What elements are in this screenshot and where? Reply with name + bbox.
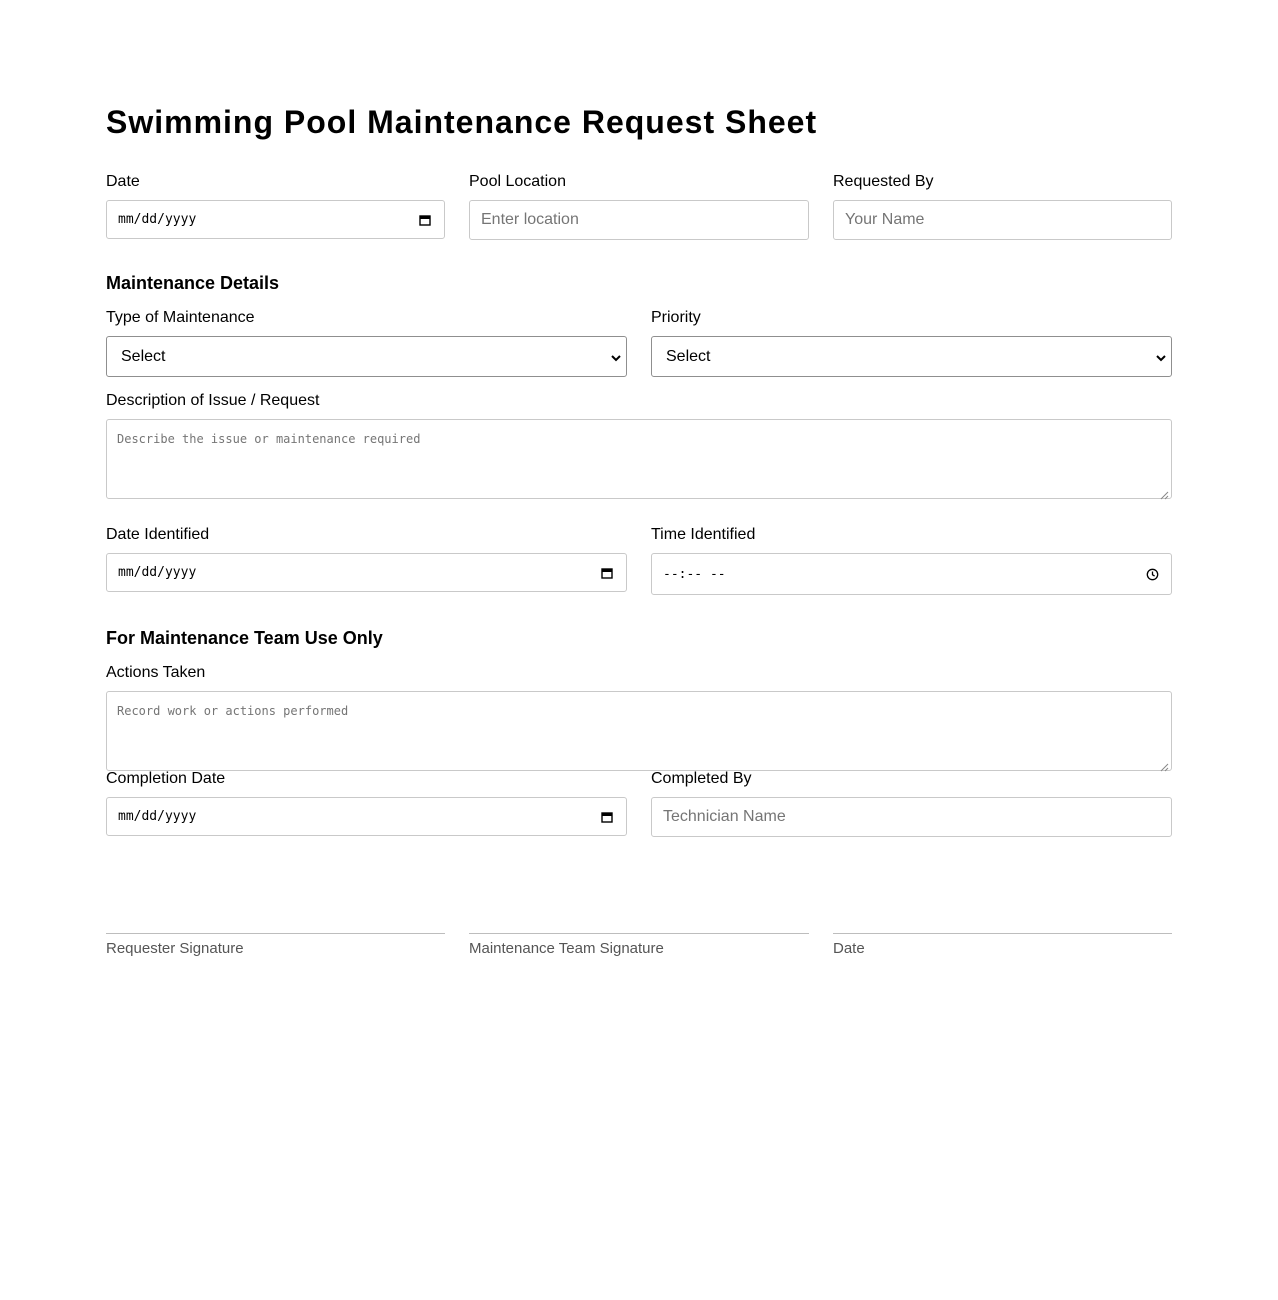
priority-select[interactable]	[651, 336, 1172, 377]
description-label: Description of Issue / Request	[106, 392, 320, 409]
signature-date-line	[833, 933, 1172, 934]
date-identified-input[interactable]	[106, 553, 627, 592]
clock-icon[interactable]	[1145, 567, 1159, 581]
page-title: Swimming Pool Maintenance Request Sheet	[106, 104, 818, 140]
requested-by-placeholder: Your Name	[845, 211, 925, 228]
requested-by-label: Requested By	[833, 173, 934, 190]
priority-value: Select	[666, 347, 711, 365]
description-textarea[interactable]	[106, 419, 1172, 499]
completed-by-input[interactable]	[651, 797, 1172, 837]
maintenance-details-heading: Maintenance Details	[106, 273, 280, 293]
calendar-icon[interactable]	[418, 213, 432, 227]
resize-grip-icon[interactable]	[1160, 759, 1169, 768]
priority-label: Priority	[651, 309, 701, 326]
completed-by-label: Completed By	[651, 770, 752, 787]
pool-location-input[interactable]	[469, 200, 809, 240]
resize-grip-icon[interactable]	[1160, 487, 1169, 496]
time-identified-input[interactable]	[651, 553, 1172, 595]
team-section-heading: For Maintenance Team Use Only	[106, 628, 383, 648]
pool-location-placeholder: Enter location	[481, 211, 579, 228]
requester-signature-line	[106, 933, 445, 934]
date-input-placeholder: mm/dd/yyyy	[118, 212, 197, 227]
calendar-icon[interactable]	[600, 810, 614, 824]
time-identified-label: Time Identified	[651, 526, 756, 543]
signature-date-label: Date	[833, 940, 865, 957]
pool-location-label: Pool Location	[469, 173, 566, 190]
chevron-down-icon	[1155, 351, 1167, 363]
requested-by-input[interactable]	[833, 200, 1172, 240]
date-identified-placeholder: mm/dd/yyyy	[118, 565, 197, 580]
chevron-down-icon	[610, 351, 622, 363]
actions-taken-label: Actions Taken	[106, 664, 206, 681]
completion-date-placeholder: mm/dd/yyyy	[118, 809, 197, 824]
maintenance-type-value: Select	[121, 347, 166, 365]
actions-taken-placeholder: Record work or actions performed	[117, 704, 349, 718]
maintenance-type-select[interactable]	[106, 336, 627, 377]
date-label: Date	[106, 173, 140, 190]
team-signature-label: Maintenance Team Signature	[469, 940, 664, 957]
maintenance-type-label: Type of Maintenance	[106, 309, 255, 326]
description-placeholder: Describe the issue or maintenance required	[117, 432, 421, 446]
calendar-icon[interactable]	[600, 566, 614, 580]
completion-date-input[interactable]	[106, 797, 627, 836]
requester-signature-label: Requester Signature	[106, 940, 244, 957]
completion-date-label: Completion Date	[106, 770, 226, 787]
time-identified-placeholder: --:-- --	[663, 566, 726, 582]
date-identified-label: Date Identified	[106, 526, 210, 543]
team-signature-line	[469, 933, 809, 934]
date-input[interactable]	[106, 200, 445, 239]
actions-taken-textarea[interactable]	[106, 691, 1172, 771]
completed-by-placeholder: Technician Name	[663, 808, 786, 825]
